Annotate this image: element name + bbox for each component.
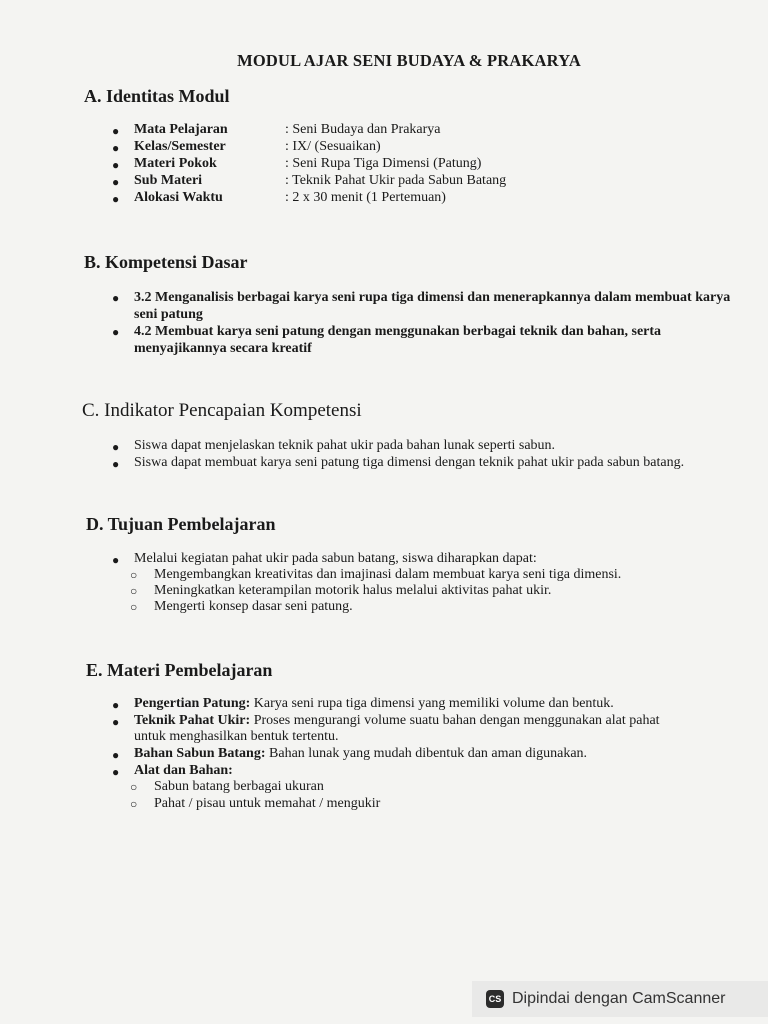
material-item xyxy=(134,696,614,712)
competency-item: 4.2 Membuat karya seni patung dengan menggunakan berbagai teknik dan bahan, serta menyajikannya secara kreatif xyxy=(134,324,662,356)
ident-value: : Seni Budaya dan Prakarya xyxy=(285,122,441,137)
bullet-icon: ● xyxy=(112,715,120,729)
circle-bullet-icon: ○ xyxy=(130,797,138,811)
material-term: Alat dan Bahan: xyxy=(134,763,233,778)
objective-intro: Melalui kegiatan pahat ukir pada sabun batang, siswa diharapkan dapat: xyxy=(134,551,537,566)
ident-value: : IX/ (Sesuaikan) xyxy=(285,139,381,154)
section-b-heading: B. Kompetensi Dasar xyxy=(84,252,248,272)
objective-item: Meningkatkan keterampilan motorik halus melalui aktivitas pahat ukir. xyxy=(154,583,552,598)
bullet-icon: ● xyxy=(112,141,120,155)
material-term: Bahan Sabun Batang: xyxy=(134,746,266,761)
bullet-icon: ● xyxy=(112,698,120,712)
ident-label: Alokasi Waktu xyxy=(134,190,223,205)
bullet-icon: ● xyxy=(112,291,120,305)
material-desc: Proses mengurangi volume suatu bahan dengan menggunakan alat pahat xyxy=(250,713,660,728)
material-item xyxy=(134,763,233,779)
bullet-icon: ● xyxy=(112,158,120,172)
bullet-icon: ● xyxy=(112,765,120,779)
section-e-heading: E. Materi Pembelajaran xyxy=(86,660,273,680)
objective-item: Mengembangkan kreativitas dan imajinasi dalam membuat karya seni tiga dimensi. xyxy=(154,567,622,582)
bullet-icon: ● xyxy=(112,457,120,471)
material-term: Pengertian Patung: xyxy=(134,696,251,711)
ident-value: : Teknik Pahat Ukir pada Sabun Batang xyxy=(285,173,507,188)
document-title: MODUL AJAR SENI BUDAYA & PRAKARYA xyxy=(237,51,581,70)
circle-bullet-icon: ○ xyxy=(130,600,138,614)
material-term: Teknik Pahat Ukir: xyxy=(134,713,251,728)
ident-label: Materi Pokok xyxy=(134,156,217,171)
section-d-heading: D. Tujuan Pembelajaran xyxy=(86,514,276,534)
material-desc: Karya seni rupa tiga dimensi yang memiliki volume dan bentuk. xyxy=(250,696,614,711)
material-item xyxy=(134,713,660,729)
bullet-icon: ● xyxy=(112,440,120,454)
objective-item: Mengerti konsep dasar seni patung. xyxy=(154,599,353,614)
circle-bullet-icon: ○ xyxy=(130,568,138,582)
camscanner-logo-icon: CS xyxy=(486,990,504,1008)
competency-item: 3.2 Menganalisis berbagai karya seni rupa tiga dimensi dan menerapkannya dalam membuat karya seni patung xyxy=(134,290,731,322)
section-c-heading: C. Indikator Pencapaian Kompetensi xyxy=(82,400,362,421)
bullet-icon: ● xyxy=(112,175,120,189)
bullet-icon: ● xyxy=(112,748,120,762)
bullet-icon: ● xyxy=(112,192,120,206)
circle-bullet-icon: ○ xyxy=(130,584,138,598)
material-desc: Bahan lunak yang mudah dibentuk dan aman digunakan. xyxy=(265,746,588,761)
ident-label: Sub Materi xyxy=(134,173,203,188)
circle-bullet-icon: ○ xyxy=(130,780,138,794)
ident-value: : Seni Rupa Tiga Dimensi (Patung) xyxy=(285,156,482,171)
section-a-heading: A. Identitas Modul xyxy=(84,86,230,106)
scanner-watermark xyxy=(472,981,768,1017)
material-sub-item: Pahat / pisau untuk memahat / mengukir xyxy=(154,796,381,811)
material-sub-item: Sabun batang berbagai ukuran xyxy=(154,779,324,794)
material-desc-continued: untuk menghasilkan bentuk tertentu. xyxy=(134,729,339,744)
indicator-item: Siswa dapat membuat karya seni patung tiga dimensi dengan teknik pahat ukir pada sabun batang. xyxy=(134,455,685,470)
bullet-icon: ● xyxy=(112,124,120,138)
ident-label: Mata Pelajaran xyxy=(134,122,228,137)
ident-label: Kelas/Semester xyxy=(134,139,226,154)
bullet-icon: ● xyxy=(112,325,120,339)
bullet-icon: ● xyxy=(112,553,120,567)
ident-value: : 2 x 30 menit (1 Pertemuan) xyxy=(285,190,446,205)
indicator-item: Siswa dapat menjelaskan teknik pahat ukir pada bahan lunak seperti sabun. xyxy=(134,438,556,453)
scanner-watermark-text: Dipindai dengan CamScanner xyxy=(512,990,726,1007)
material-item xyxy=(134,746,587,762)
